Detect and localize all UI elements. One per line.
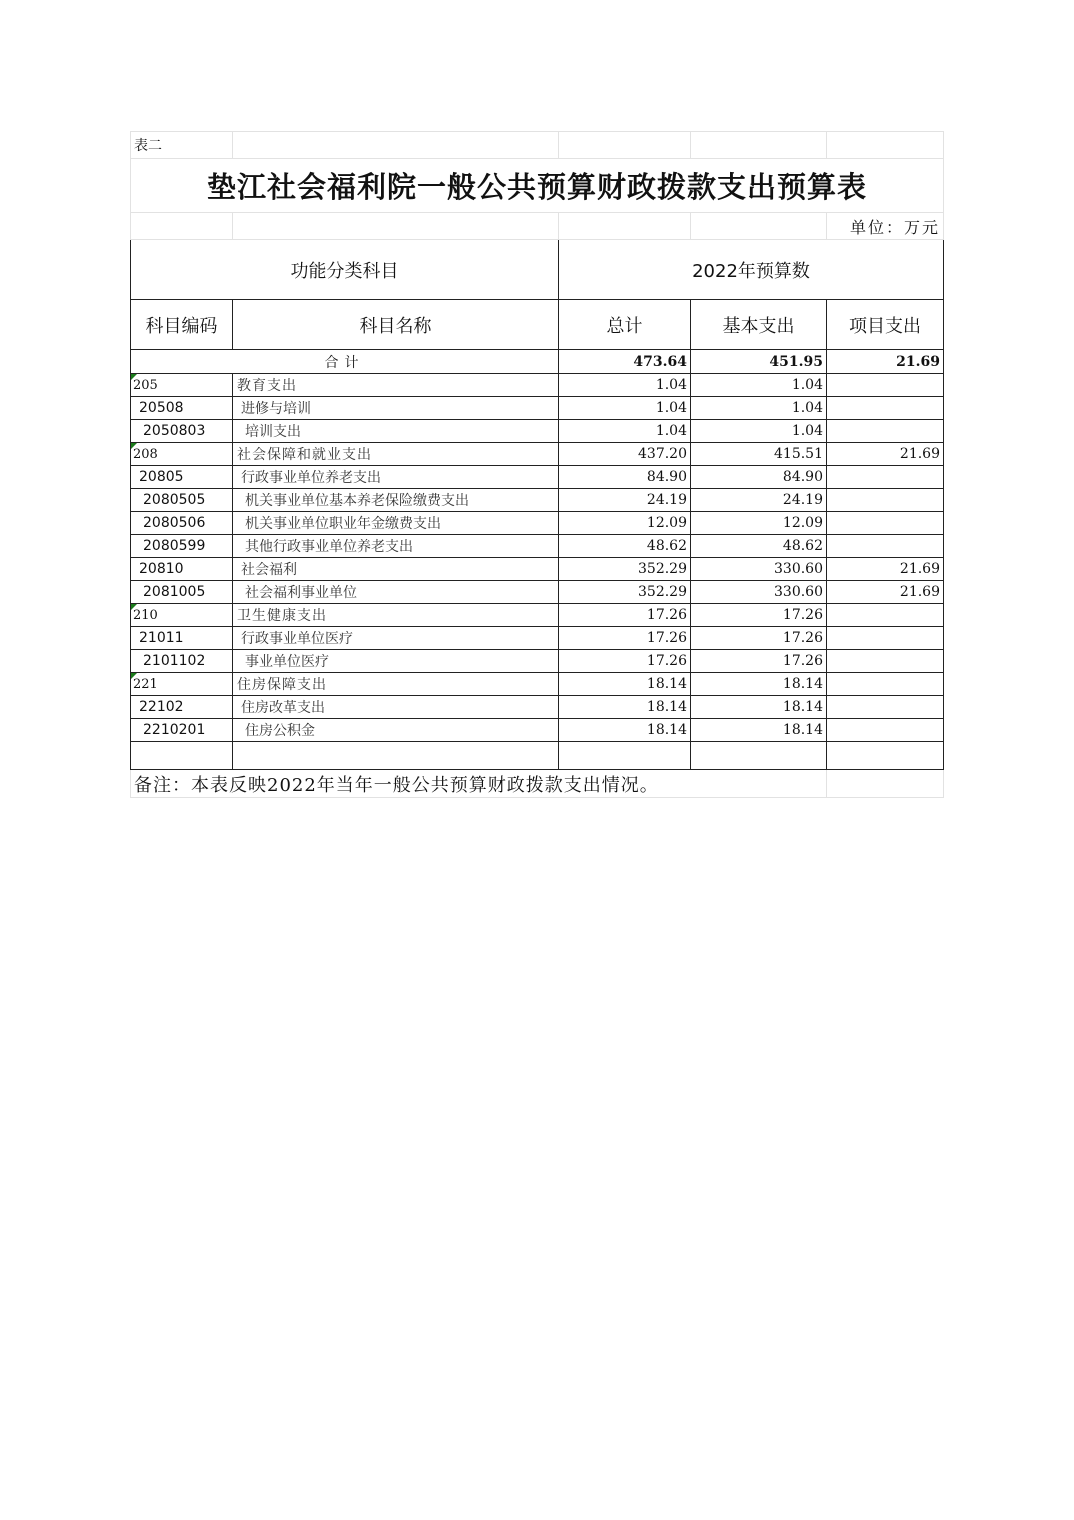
table-row: 2080599 其他行政事业单位养老支出 48.62 48.62	[131, 535, 944, 558]
total-basic: 451.95	[691, 350, 827, 374]
table-label: 表二	[131, 132, 233, 159]
total-project: 21.69	[827, 350, 944, 374]
table-row: 2210201 住房公积金 18.14 18.14	[131, 719, 944, 742]
table-row: 22102 住房改革支出 18.14 18.14	[131, 696, 944, 719]
table-row: 208 社会保障和就业支出 437.20 415.51 21.69	[131, 443, 944, 466]
note-row	[131, 770, 944, 798]
label-row	[131, 132, 944, 159]
header-group-row	[131, 240, 944, 300]
table-row: 2081005 社会福利事业单位 352.29 330.60 21.69	[131, 581, 944, 604]
budget-sheet	[130, 131, 943, 798]
header-budget-year: 2022年预算数	[559, 240, 944, 300]
table-row: 2050803 培训支出 1.04 1.04	[131, 420, 944, 443]
table-row: 20805 行政事业单位养老支出 84.90 84.90	[131, 466, 944, 489]
page-title: 垫江社会福利院一般公共预算财政拨款支出预算表	[131, 159, 944, 213]
header-name: 科目名称	[233, 300, 559, 350]
total-label: 合计	[131, 350, 559, 374]
budget-table	[130, 131, 944, 798]
header-basic: 基本支出	[691, 300, 827, 350]
table-row: 221 住房保障支出 18.14 18.14	[131, 673, 944, 696]
header-total: 总计	[559, 300, 691, 350]
total-row	[131, 350, 944, 374]
header-project: 项目支出	[827, 300, 944, 350]
table-row: 2080506 机关事业单位职业年金缴费支出 12.09 12.09	[131, 512, 944, 535]
table-row: 2101102 事业单位医疗 17.26 17.26	[131, 650, 944, 673]
header-functional: 功能分类科目	[131, 240, 559, 300]
unit-row	[131, 213, 944, 240]
table-row: 210 卫生健康支出 17.26 17.26	[131, 604, 944, 627]
table-row: 20508 进修与培训 1.04 1.04	[131, 397, 944, 420]
empty-row	[131, 742, 944, 770]
header-row	[131, 300, 944, 350]
table-row: 2080505 机关事业单位基本养老保险缴费支出 24.19 24.19	[131, 489, 944, 512]
table-row: 205 教育支出 1.04 1.04	[131, 374, 944, 397]
header-code: 科目编码	[131, 300, 233, 350]
total-sum: 473.64	[559, 350, 691, 374]
unit-label: 单位：万元	[827, 213, 944, 240]
table-row: 21011 行政事业单位医疗 17.26 17.26	[131, 627, 944, 650]
title-row	[131, 159, 944, 213]
table-row: 20810 社会福利 352.29 330.60 21.69	[131, 558, 944, 581]
footnote: 备注：本表反映2022年当年一般公共预算财政拨款支出情况。	[131, 770, 827, 798]
